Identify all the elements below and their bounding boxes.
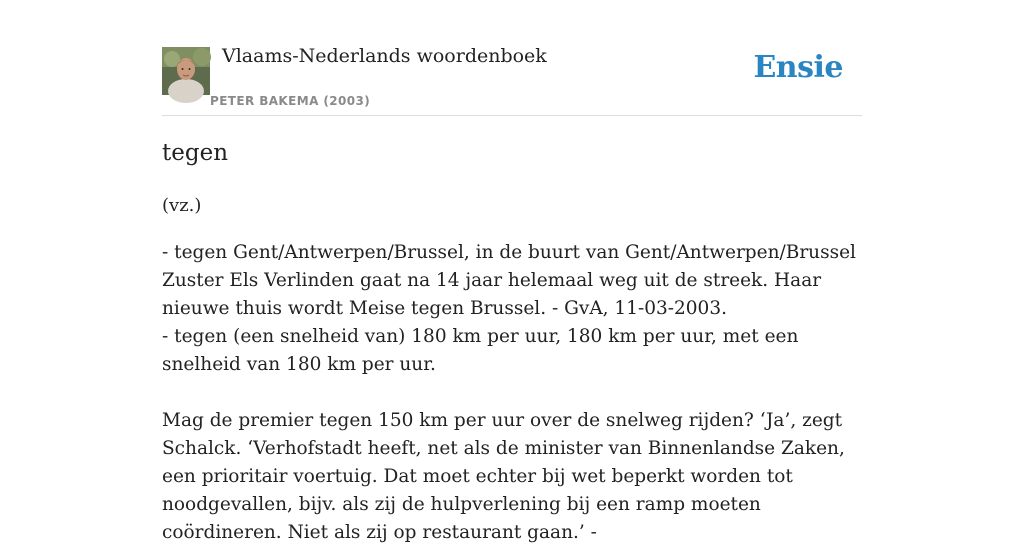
- definition-text: [162, 239, 862, 547]
- entry-header: [162, 0, 862, 116]
- definition-line: - tegen Gent/Antwerpen/Brussel, in de buurt van Gent/Antwerpen/Brussel Zuster Els Verlinden gaat na 14 jaar helemaal weg uit de streek. Haar nieuwe thuis wordt Meise tegen Brussel. - GvA, 11-03-2003.: [162, 242, 856, 319]
- paragraph-gap: [162, 379, 862, 407]
- example-quote: Mag de premier tegen 150 km per uur over de snelweg rijden? ‘Ja’, zegt Schalck. ‘Verhofstadt heeft, net als de minister van Binnenlandse Zaken, een prioritair voertuig. Dat moet echter bij wet beperkt worden tot noodgevallen, bijv. als zij de hulpverlening bij een ramp moeten coördineren. Niet als zij op restaurant gaan.’ -: [162, 410, 845, 543]
- dictionary-title[interactable]: Vlaams-Nederlands woordenboek: [222, 45, 547, 67]
- part-of-speech: (vz.): [162, 195, 202, 216]
- user-photo-icon: [162, 47, 210, 95]
- author-avatar[interactable]: [162, 47, 210, 95]
- ensie-logo-link[interactable]: Ensie: [753, 50, 843, 85]
- dictionary-author[interactable]: PETER BAKEMA (2003): [210, 94, 371, 108]
- headword: tegen: [162, 140, 229, 166]
- page: [162, 0, 862, 543]
- definition-line: - tegen (een snelheid van) 180 km per uur, 180 km per uur, met een snelheid van 180 km per uur.: [162, 326, 799, 375]
